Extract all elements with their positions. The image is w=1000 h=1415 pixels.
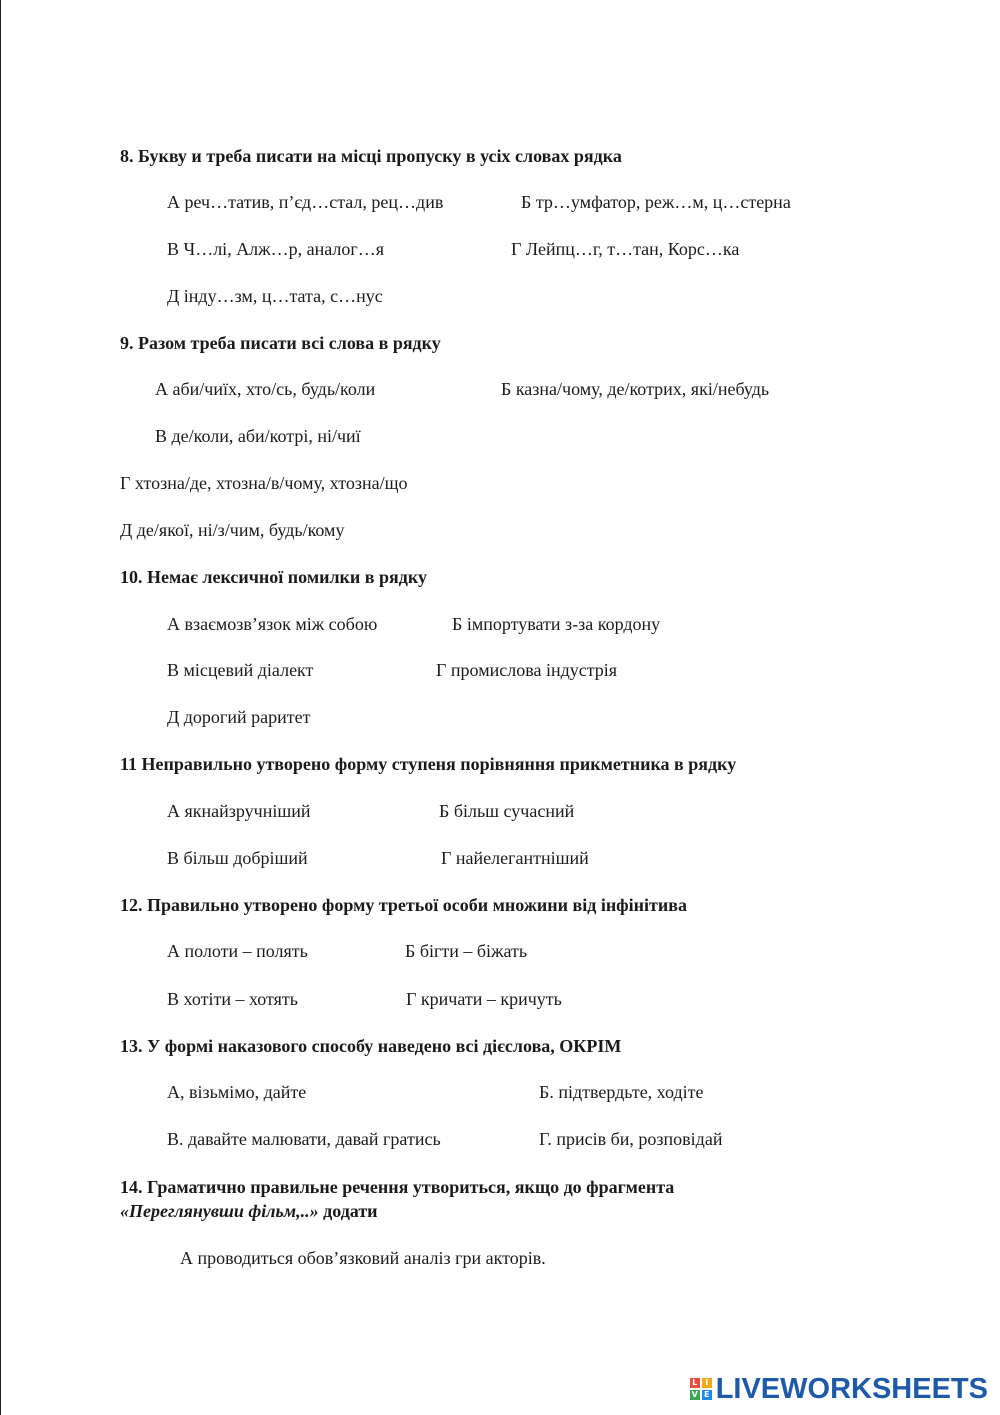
question-12-option-a[interactable]: А полоти – полять: [167, 941, 308, 961]
question-9-option-d[interactable]: Д де/якої, ні/з/чим, будь/кому: [120, 520, 345, 540]
question-8-option-g[interactable]: Г Лейпц…г, т…тан, Корс…ка: [511, 239, 740, 259]
question-13-option-a[interactable]: А, візьмімо, дайте: [167, 1082, 307, 1102]
question-11-title: 11 Неправильно утворено форму ступеня порівняння прикметника в рядку: [120, 754, 737, 774]
liveworksheets-logo[interactable]: [690, 1372, 988, 1406]
question-12-option-v[interactable]: В хотіти – хотять: [167, 989, 299, 1009]
question-10-option-d[interactable]: Д дорогий раритет: [167, 707, 311, 727]
question-13-title: 13. У формі наказового способу наведено всі дієслова, ОКРІМ: [120, 1036, 622, 1056]
question-14-title-line-2: [120, 1199, 880, 1223]
logo-letter-i: I: [702, 1378, 712, 1388]
question-11-option-g[interactable]: Г найелегантніший: [441, 848, 589, 868]
question-13-option-g[interactable]: Г. присів би, розповідай: [539, 1129, 723, 1149]
question-11-option-b[interactable]: Б більш сучасний: [439, 801, 575, 821]
question-13-option-v[interactable]: В. давайте малювати, давай гратись: [167, 1129, 441, 1149]
question-14-title: [120, 1175, 880, 1223]
page-left-border: [0, 0, 1, 1415]
question-9-option-a[interactable]: А аби/чиїх, хто/сь, будь/коли: [155, 379, 376, 399]
question-14-option-a[interactable]: А проводиться обов’язковий аналіз гри акторів.: [180, 1248, 546, 1268]
question-8-title: 8. Букву и треба писати на місці пропуску в усіх словах рядка: [120, 146, 622, 166]
liveworksheets-logo-text: LIVEWORKSHEETS: [715, 1372, 988, 1405]
question-8-option-a[interactable]: А реч…татив, п’єд…стал, рец…див: [167, 192, 444, 212]
question-13-option-b[interactable]: Б. підтвердьте, ходіте: [539, 1082, 704, 1102]
question-9-option-g[interactable]: Г хтозна/де, хтозна/в/чому, хтозна/що: [120, 473, 408, 493]
question-12-option-b[interactable]: Б бігти – біжать: [405, 941, 528, 961]
logo-letter-l: L: [690, 1378, 700, 1388]
question-9-option-b[interactable]: Б казна/чому, де/котрих, які/небудь: [501, 379, 770, 399]
question-12-title: 12. Правильно утворено форму третьої особи множини від інфінітива: [120, 895, 687, 915]
question-8-option-v[interactable]: В Ч…лі, Алж…р, аналог…я: [167, 239, 385, 259]
question-12-option-g[interactable]: Г кричати – кричуть: [406, 989, 562, 1009]
question-10-option-b[interactable]: Б імпортувати з-за кордону: [452, 614, 661, 634]
question-10-option-a[interactable]: А взаємозв’язок між собою: [167, 614, 378, 634]
question-11-option-a[interactable]: А якнайзручніший: [167, 801, 311, 821]
question-10-option-v[interactable]: В місцевий діалект: [167, 660, 314, 680]
question-9-title: 9. Разом треба писати всі слова в рядку: [120, 333, 441, 353]
question-10-option-g[interactable]: Г промислова індустрія: [436, 660, 618, 680]
logo-letter-v: V: [691, 1390, 698, 1399]
question-8-option-b[interactable]: Б тр…умфатор, реж…м, ц…стерна: [521, 192, 791, 212]
question-11-option-v[interactable]: В більш добріший: [167, 848, 308, 868]
logo-letter-e: E: [702, 1390, 712, 1400]
question-14-quote: «Переглянувши фільм,..»: [120, 1201, 319, 1221]
question-14-title-line-1: 14. Граматично правильне речення утвориться, якщо до фрагмента: [120, 1177, 675, 1197]
question-14-title-end: додати: [318, 1201, 378, 1221]
liveworksheets-logo-icon: [690, 1378, 712, 1400]
question-9-option-v[interactable]: В де/коли, аби/котрі, ні/чиї: [155, 426, 361, 446]
question-8-option-d[interactable]: Д інду…зм, ц…тата, с…нус: [167, 286, 383, 306]
question-10-title: 10. Немає лексичної помилки в рядку: [120, 567, 427, 587]
